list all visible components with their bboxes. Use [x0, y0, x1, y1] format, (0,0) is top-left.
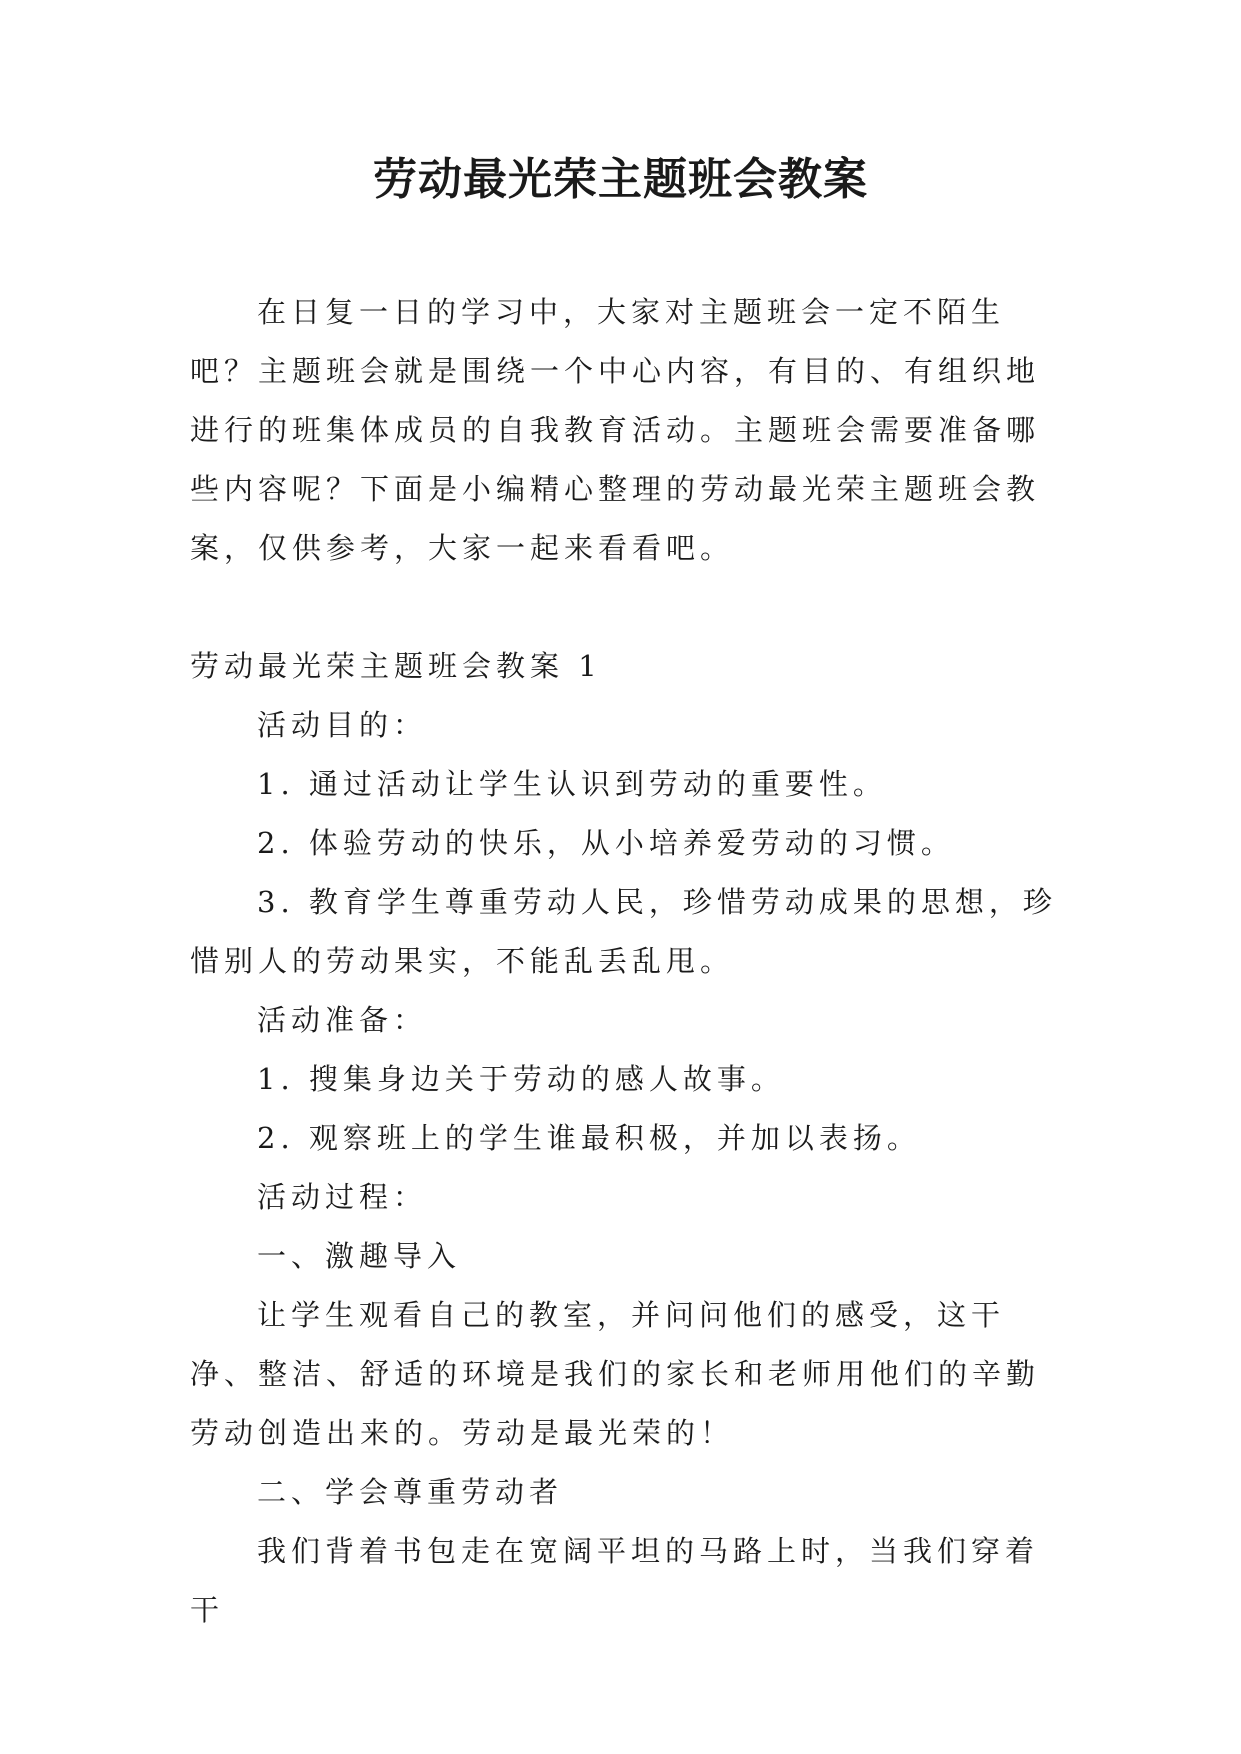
- goal-item: 3. 教育学生尊重劳动人民，珍惜劳动成果的思想，珍惜别人的劳动果实，不能乱丢乱甩。: [190, 885, 1057, 978]
- step-heading: 一、激趣导入: [257, 1239, 462, 1273]
- process-heading: 活动过程：: [257, 1180, 428, 1214]
- goal-item: 1. 通过活动让学生认识到劳动的重要性。: [257, 767, 887, 801]
- step-paragraph: 我们背着书包走在宽阔平坦的马路上时，当我们穿着干: [190, 1534, 1040, 1627]
- goal-item: 2. 体验劳动的快乐，从小培养爱劳动的习惯。: [257, 826, 955, 860]
- document-title: 劳动最光荣主题班会教案: [373, 154, 868, 205]
- document-body: [190, 283, 1070, 1640]
- step-paragraph: 让学生观看自己的教室，并问问他们的感受，这干净、整洁、舒适的环境是我们的家长和老师用他们的辛勤劳动创造出来的。劳动是最光荣的！: [190, 1298, 1041, 1450]
- prep-item: 1. 搜集身边关于劳动的感人故事。: [257, 1062, 785, 1096]
- goals-heading: 活动目的：: [257, 708, 428, 742]
- section-heading: 劳动最光荣主题班会教案 1: [190, 649, 602, 683]
- intro-paragraph: 在日复一日的学习中，大家对主题班会一定不陌生吧？主题班会就是围绕一个中心内容，有目的、有组织地进行的班集体成员的自我教育活动。主题班会需要准备哪些内容呢？下面是小编精心整理的劳动最光荣主题班会教案，仅供参考，大家一起来看看吧。: [190, 295, 1041, 565]
- prep-item: 2. 观察班上的学生谁最积极，并加以表扬。: [257, 1121, 921, 1155]
- prep-heading: 活动准备：: [257, 1003, 428, 1037]
- paragraph-gap: [190, 578, 1070, 637]
- step-heading: 二、学会尊重劳动者: [257, 1475, 564, 1509]
